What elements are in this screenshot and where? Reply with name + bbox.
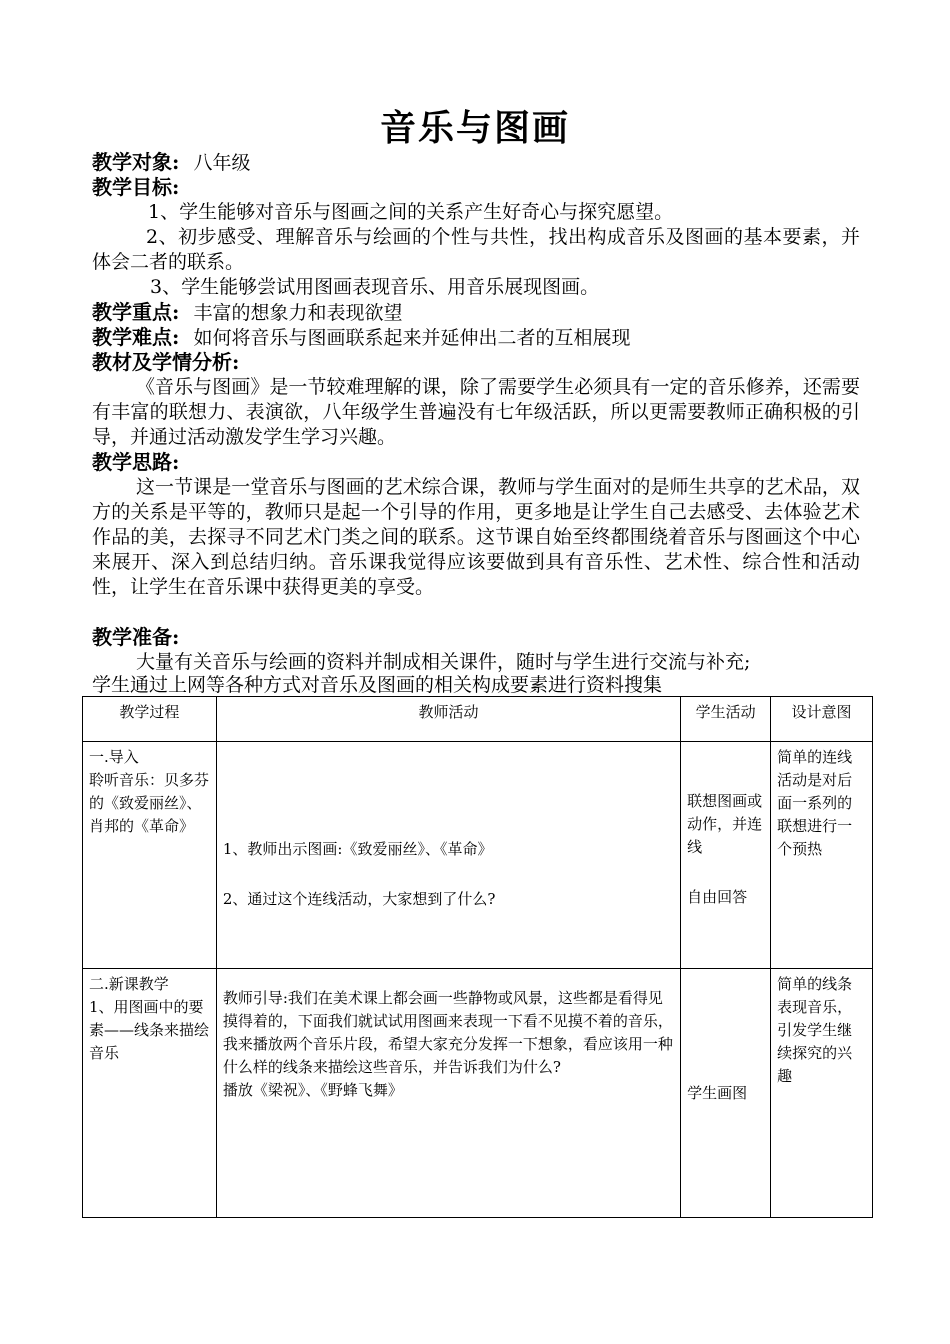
row1-teacher-step-2: 2、通过这个连线活动，大家想到了什么? [222, 890, 496, 908]
objectives-heading [92, 175, 862, 201]
difficulty-label: 教学难点: [92, 325, 180, 349]
target-label: 教学对象: [92, 150, 180, 174]
objective-item-2: 2、初步感受、理解音乐与绘画的个性与共性，找出构成音乐及图画的基本要素，并体会二者的联系。 [92, 226, 860, 273]
preparation-line-2: 学生通过上网等各种方式对音乐及图画的相关构成要素进行资料搜集 [92, 674, 663, 696]
row1-intent: 简单的连线活动是对后面一系列的联想进行一个预热 [771, 742, 873, 969]
row1-student [681, 742, 771, 969]
table-header-row [83, 697, 873, 742]
header-intent: 设计意图 [771, 697, 873, 742]
target-line [92, 150, 862, 176]
header-process: 教学过程 [83, 697, 217, 742]
focus-label: 教学重点: [92, 300, 180, 324]
preparation-label: 教学准备: [92, 625, 180, 649]
target-value: 八年级 [193, 152, 251, 174]
table-row [83, 742, 873, 969]
approach-heading [92, 450, 862, 476]
row2-teacher-step-1: 教师引导:我们在美术课上都会画一些静物或风景，这些都是看得见摸得着的，下面我们就试试用图画来表现一下看不见摸不着的音乐，我来播放两个音乐片段，希望大家充分发挥一下想象，看应该用一种什么样的线条来描绘这些音乐，并告诉我们为什么? [222, 989, 673, 1076]
analysis-heading [92, 350, 862, 376]
lesson-plan-table [82, 696, 873, 1218]
difficulty-line [92, 325, 862, 351]
objective-item-1: 1、学生能够对音乐与图画之间的关系产生好奇心与探究愿望。 [148, 201, 674, 223]
focus-line [92, 300, 862, 326]
objectives-label: 教学目标: [92, 175, 180, 199]
header-student: 学生活动 [681, 697, 771, 742]
row1-student-step-2: 自由回答 [687, 888, 748, 906]
table-row [83, 969, 873, 1218]
approach-text: 这一节课是一堂音乐与图画的艺术综合课，教师与学生面对的是师生共享的艺术品，双方的关系是平等的，教师只是起一个引导的作用，更多地是让学生自己去感受、去体验艺术作品的美，去探寻不同艺术门类之间的联系。这节课自始至终都围绕着音乐与图画这个中心来展开、深入到总结归纳。音乐课我觉得应该要做到具有音乐性、艺术性、综合性和活动性，让学生在音乐课中获得更美的享受。 [92, 476, 860, 598]
row2-teacher-step-2: 播放《梁祝》、《野蜂飞舞》 [222, 1081, 403, 1099]
difficulty-value: 如何将音乐与图画联系起来并延伸出二者的互相展现 [193, 327, 631, 349]
row2-teacher [216, 969, 680, 1218]
row2-student: 学生画图 [681, 969, 771, 1218]
preparation-line-1: 大量有关音乐与绘画的资料并制成相关课件，随时与学生进行交流与补充; [136, 651, 751, 673]
row2-process: 二.新课教学 1、用图画中的要素——线条来描绘音乐 [83, 969, 217, 1218]
approach-label: 教学思路: [92, 450, 180, 474]
row2-intent: 简单的线条表现音乐，引发学生继续探究的兴趣 [771, 969, 873, 1218]
row1-teacher [216, 742, 680, 969]
analysis-label: 教材及学情分析: [92, 350, 240, 374]
objective-item-3: 3、学生能够尝试用图画表现音乐、用音乐展现图画。 [150, 276, 600, 298]
header-teacher: 教师活动 [216, 697, 680, 742]
row1-teacher-step-1: 1、教师出示图画:《致爱丽丝》、《革命》 [222, 840, 493, 858]
page-title: 音乐与图画 [379, 107, 570, 149]
row1-student-step-1: 联想图画或动作，并连线 [687, 792, 763, 856]
focus-value: 丰富的想象力和表现欲望 [193, 302, 403, 324]
preparation-heading [92, 625, 862, 651]
row1-process: 一.导入 聆听音乐：贝多芬的《致爱丽丝》、肖邦的《革命》 [83, 742, 217, 969]
analysis-text: 《音乐与图画》是一节较难理解的课，除了需要学生必须具有一定的音乐修养，还需要有丰富的联想力、表演欲，八年级学生普遍没有七年级活跃，所以更需要教师正确积极的引导，并通过活动激发学生学习兴趣。 [92, 376, 860, 448]
